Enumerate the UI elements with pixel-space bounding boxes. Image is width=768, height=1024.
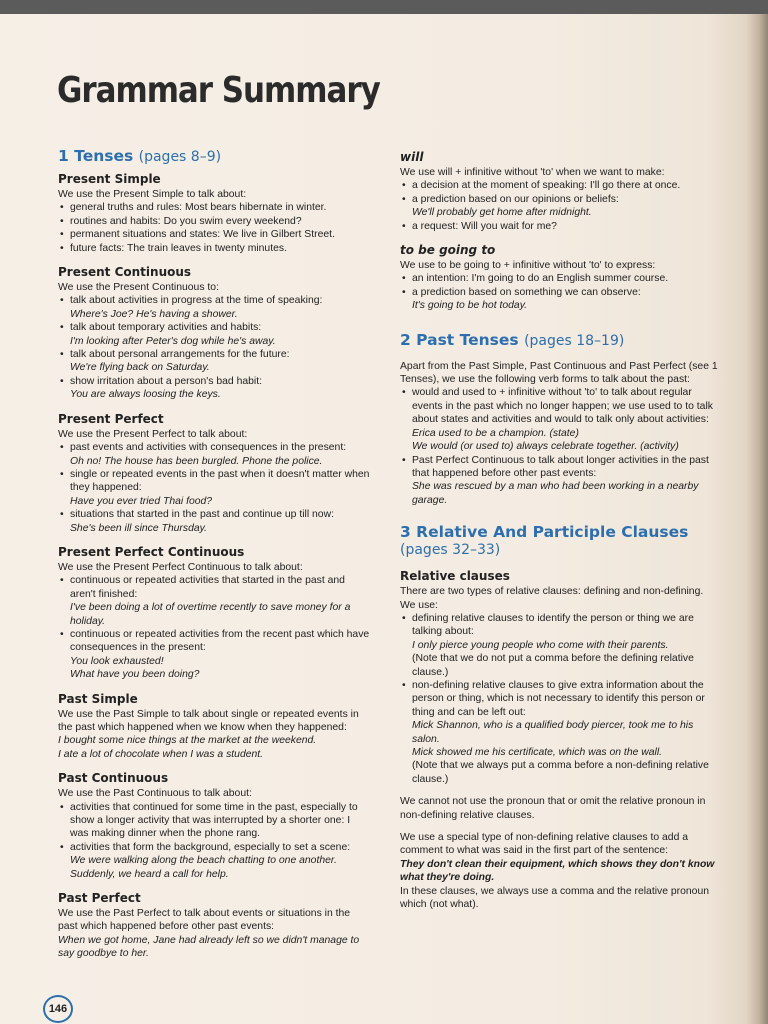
example-text: I've been doing a lot of overtime recently to save money for a holiday.: [70, 602, 351, 627]
spacer: [400, 822, 718, 831]
example-text: You look exhausted!: [70, 655, 164, 667]
list-item: • talk about temporary activities and habits:: [58, 321, 370, 334]
example-text: Mick showed me his certificate, which was on the wall.: [412, 747, 663, 758]
intro-text: Apart from the Past Simple, Past Continuous and Past Perfect (see 1 Tenses), we use the following verb forms to talk about the past:: [400, 360, 718, 386]
example-text: Have you ever tried Thai food?: [70, 495, 213, 507]
textbook-page: [0, 14, 768, 1024]
list-item: • show irritation about a person's bad habit:: [58, 375, 370, 388]
subheading-past-continuous: Past Continuous: [58, 771, 169, 786]
bullet-list: [58, 574, 370, 681]
example-text: Mick Shannon, who is a qualified body piercer, took me to his salon.: [412, 720, 694, 745]
example-text: When we got home, Jane had already left so we didn't manage to say goodbye to her.: [58, 934, 360, 960]
list-item: • activities that form the background, especially to set a scene:: [58, 841, 370, 854]
example-text: We're flying back on Saturday.: [70, 362, 210, 374]
page-title: Grammar Summary: [57, 70, 380, 111]
list-item: • defining relative clauses to identify the person or thing we are talking about:: [400, 612, 718, 639]
subheading-will: will: [400, 150, 424, 164]
subheading-present-simple: Present Simple: [58, 172, 161, 186]
example-text: Suddenly, we heard a call for help.: [70, 868, 229, 880]
example-text: We were walking along the beach chatting to one another.: [70, 855, 337, 867]
intro-text: We use the Present Simple to talk about:: [58, 189, 247, 200]
list-item: • general truths and rules: Most bears hibernate in winter.: [58, 201, 370, 214]
list-item: • an intention: I'm going to do an English summer course.: [400, 272, 718, 285]
intro-text: We use the Past Continuous to talk about:: [58, 788, 252, 800]
section-pages: (pages 32–33): [400, 542, 501, 559]
example-text: They don't clean their equipment, which shows they don't know what they're doing.: [400, 858, 715, 884]
list-item: • talk about activities in progress at the time of speaking:: [58, 294, 370, 307]
subheading-going-to: to be going to: [400, 243, 496, 258]
left-column: [58, 147, 370, 961]
right-column: [400, 150, 718, 911]
bullet-list: [58, 201, 370, 255]
note-text: (Note that we always put a comma before a non-defining relative clause.): [412, 760, 709, 785]
example-text: We would (or used to) always celebrate together. (activity): [412, 441, 679, 453]
list-item: • non-defining relative clauses to give extra information about the person or thing, which is not necessary to identify this person or thing and can be left out:: [400, 679, 718, 719]
section-heading-clauses: [400, 523, 718, 559]
example-text: She's been ill since Thursday.: [70, 522, 207, 534]
example-text: It's going to be hot today.: [412, 300, 528, 312]
spacer: [400, 786, 718, 795]
section-pages: (pages 18–19): [524, 332, 625, 349]
list-item: • situations that started in the past and continue up till now:: [58, 508, 370, 521]
list-item: • single or repeated events in the past when it doesn't matter when they happened:: [58, 468, 370, 495]
section-heading-past-tenses: [400, 331, 718, 350]
example-text: I'm looking after Peter's dog while he's away.: [70, 335, 276, 347]
example-text: You are always loosing the keys.: [70, 389, 221, 401]
example-text: She was rescued by a man who had been working in a nearby garage.: [412, 481, 699, 506]
list-item: • continuous or repeated activities that started in the past and aren't finished:: [58, 574, 370, 601]
list-item: • a request: Will you wait for me?: [400, 220, 718, 233]
list-item: • past events and activities with consequences in the present:: [58, 441, 370, 454]
subheading-past-perfect: Past Perfect: [58, 891, 141, 906]
subheading-relative-clauses: Relative clauses: [400, 569, 510, 584]
section-heading-text: 2 Past Tenses: [400, 330, 519, 349]
bullet-list: [400, 272, 718, 312]
bullet-list: [58, 294, 370, 401]
bullet-list: [400, 386, 718, 507]
section-heading-tenses: [58, 147, 370, 166]
list-item: • a decision at the moment of speaking: I'll go there at once.: [400, 179, 718, 192]
intro-text: We use the Present Continuous to:: [58, 282, 219, 294]
example-text: I bought some nice things at the market at the weekend.: [58, 735, 317, 747]
list-item: • would and used to + infinitive without 'to' to talk about regular events in the past which no longer happen; we use used to to talk about states and activities and would to talk only about activities:: [400, 386, 718, 426]
section-heading-text: 1 Tenses: [58, 147, 134, 165]
list-item: • permanent situations and states: We live in Gilbert Street.: [58, 228, 370, 241]
intro-text: We use the Present Perfect to talk about:: [58, 428, 248, 440]
section-heading-text: 3 Relative And Participle Clauses: [400, 523, 689, 542]
subheading-present-perfect-continuous: Present Perfect Continuous: [58, 544, 245, 559]
list-item: • continuous or repeated activities from the recent past which have consequences in the present:: [58, 628, 370, 655]
example-text: What have you been doing?: [70, 669, 200, 681]
intro-text: We use will + infinitive without 'to' when we want to make:: [400, 167, 665, 178]
bullet-list: [58, 441, 370, 535]
bullet-list: [400, 179, 718, 233]
list-item: • routines and habits: Do you swim every weekend?: [58, 215, 370, 228]
list-item: • talk about personal arrangements for the future:: [58, 348, 370, 361]
section-pages: (pages 8–9): [138, 149, 222, 165]
bullet-list: [400, 612, 718, 786]
intro-text: We use the Past Perfect to talk about events or situations in the past which happened before other past events:: [58, 908, 351, 933]
page-number-badge: 146: [43, 995, 73, 1023]
intro-text: We use to be going to + infinitive without 'to' to express:: [400, 260, 656, 272]
example-text: Where's Joe? He's having a shower.: [70, 308, 238, 320]
intro-text: We use the Present Perfect Continuous to talk about:: [58, 561, 303, 573]
example-text: I only pierce young people who come with their parents.: [412, 639, 669, 651]
list-item: • activities that continued for some time in the past, especially to show a longer activity that was interrupted by a shorter one: I was making dinner when the phone rang.: [58, 801, 370, 841]
example-text: Oh no! The house has been burgled. Phone the police.: [70, 455, 323, 467]
paragraph: We cannot not use the pronoun that or omit the relative pronoun in non-defining relative clauses.: [400, 796, 706, 821]
example-text: Erica used to be a champion. (state): [412, 427, 579, 439]
subheading-present-perfect: Present Perfect: [58, 411, 164, 426]
paragraph: In these clauses, we always use a comma and the relative pronoun which (not what).: [400, 885, 710, 911]
note-text: (Note that we do not put a comma before the defining relative clause.): [412, 653, 694, 678]
subheading-past-simple: Past Simple: [58, 691, 138, 706]
paragraph: We use a special type of non-defining relative clauses to add a comment to what was said in the first part of the sentence:: [400, 832, 689, 857]
intro-text: We use the Past Simple to talk about single or repeated events in the past which happened when we know when they happened:: [58, 708, 359, 733]
example-text: We'll probably get home after midnight.: [412, 207, 592, 219]
page-spine-shadow: [746, 14, 768, 1024]
list-item: • future facts: The train leaves in twenty minutes.: [58, 242, 370, 255]
list-item: • a prediction based on something we can observe:: [400, 286, 718, 299]
bullet-list: [58, 801, 370, 881]
list-item: • a prediction based on our opinions or beliefs:: [400, 193, 718, 206]
subheading-present-continuous: Present Continuous: [58, 265, 192, 280]
intro-text: There are two types of relative clauses: defining and non-defining. We use:: [400, 586, 704, 611]
list-item: • Past Perfect Continuous to talk about longer activities in the past that happened before other past events:: [400, 454, 718, 481]
example-text: I ate a lot of chocolate when I was a student.: [58, 748, 264, 760]
